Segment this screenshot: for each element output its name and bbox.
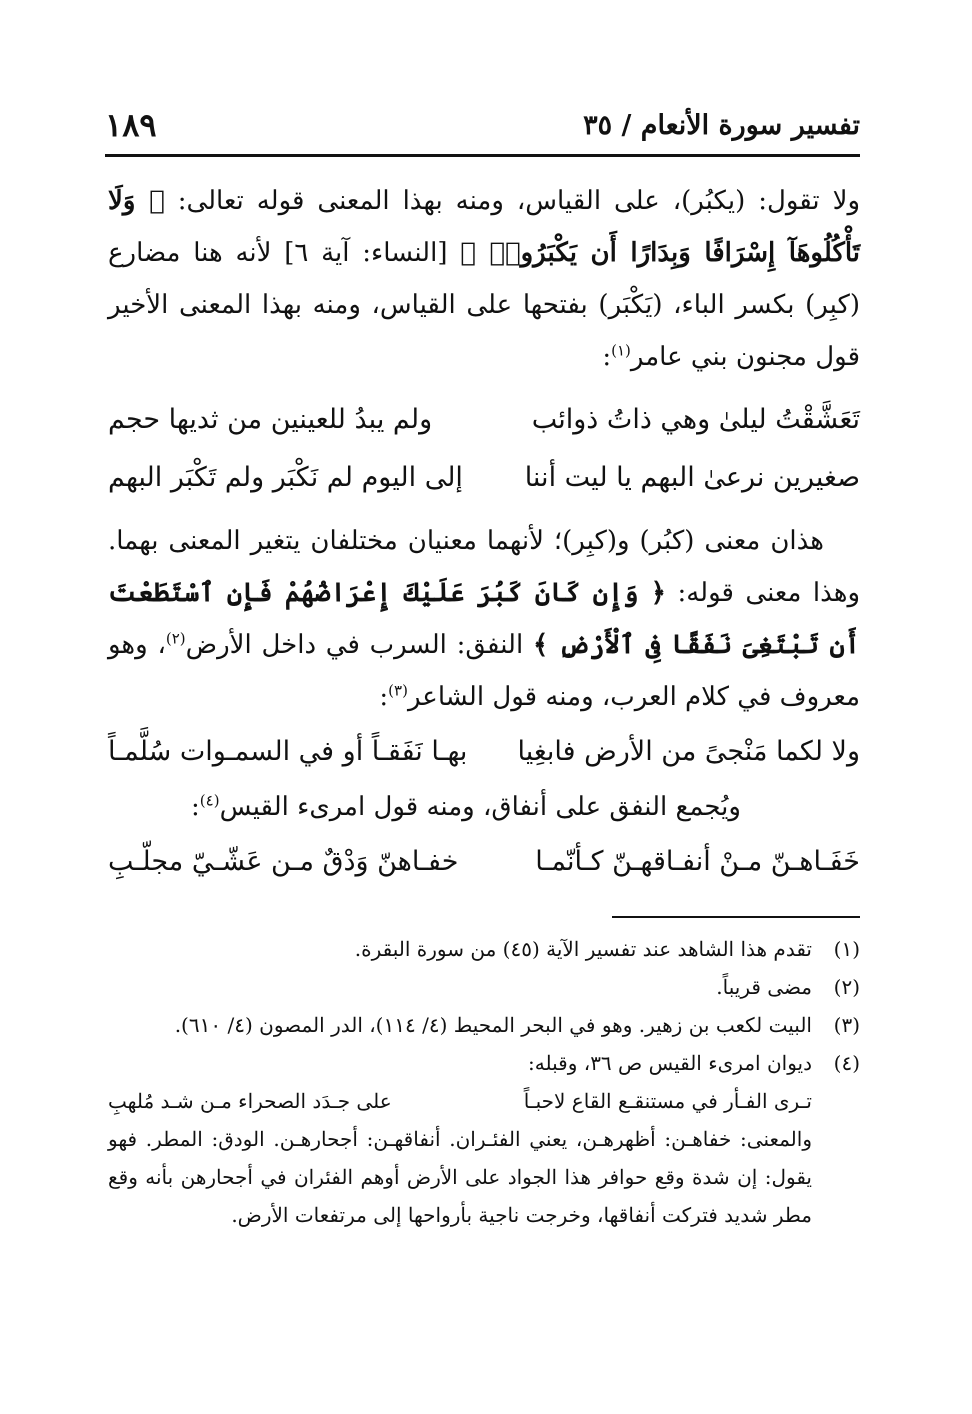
running-title: تفسير سورة الأنعام / ٣٥	[583, 110, 860, 141]
verse-line-3	[108, 723, 860, 781]
footnote-1	[108, 930, 860, 968]
header-rule	[105, 154, 860, 157]
verse-line-2	[108, 449, 860, 507]
footnote-4-explanation: والمعنى: خفاهـن: أظهرهـن، يعني الفئـران. أنفاقهـن: أجحارهـن. الودق: المطر. فهو يقول: إن شدة وقع حوافر هذا الجواد على الأرض أوهم الفئران في أجحارهن بأنه وقع مطر شديد فتركت أنفاقها، وخرجت ناجية بأرواحها إلى مرتفعات الأرض.	[108, 1127, 812, 1227]
verse-4-hemistich-a: خَفَـاهـنّ مـنْ أنفـاقهـنّ كـأنّمـا	[535, 846, 860, 877]
footnote-text: ديوان امرىء القيس ص ٣٦، وقبله:	[528, 1051, 812, 1075]
footnote-text: مضى قريباً.	[716, 975, 812, 999]
page-header	[105, 100, 860, 152]
verse-line-1	[108, 391, 860, 449]
paragraph-3-text: ويُجمع النفق على أنفاق، ومنه قول امرىء القيس	[219, 792, 741, 822]
footnote-2	[108, 968, 860, 1006]
footnote-verse	[108, 1082, 860, 1120]
verse-2-hemistich-b: إلى اليوم لم نَكْبَر ولم تَكْبَر البهم	[108, 462, 463, 493]
page-number: ١٨٩	[105, 106, 157, 144]
paragraph-2-gloss: النفق: السرب في داخل الأرض	[185, 630, 524, 660]
footnote-text: تقدم هذا الشاهد عند تفسير الآية (٤٥) من سورة البقرة.	[354, 937, 812, 961]
paragraph-3	[108, 781, 860, 833]
paragraph-1	[108, 175, 860, 383]
colon: :	[602, 342, 612, 372]
footnote-ref-4[interactable]: (٤)	[199, 791, 220, 810]
paragraph-2-text: هذان معنى (كبُر) و(كبِر)؛ لأنهما معنيان مختلفان يتغير المعنى بهما. وهذا معنى قوله:	[108, 526, 860, 608]
footnote-ref-1[interactable]: (١)	[611, 341, 631, 360]
footnote-number: (١)	[833, 937, 860, 961]
footnote-ref-3[interactable]: (٣)	[388, 681, 408, 700]
verse-2-hemistich-a: صغيرين نرعىٰ البهم يا ليت أننا	[524, 462, 860, 493]
quran-quote-1: ﴿ وَلَا تَأْكُلُوهَآ إِسْرَافًا وَبِدَارًا أَن يَكْبَرُوا۟ ﴾	[108, 186, 861, 268]
verse-4-hemistich-b: خفـاهنّ وَدْقٌ مـن عَشّـيّ مجلّـبِ	[108, 846, 459, 877]
paragraph-1-continuation: [النساء: آية ٦] لأنه هنا مضارع (كبِر) بكسر الباء، (يَكْبَر) بفتحها على القياس، ومنه بهذا المعنى الأخير قول مجنون بني عامر	[108, 238, 860, 372]
quran-quote-2: ﴿ وَإِن كَانَ كَبُرَ عَلَيْكَ إِعْرَاضُهُمْ فَإِنِ ٱسْتَطَعْتَ أَن تَبْتَغِىَ نَفَقًا فِى ٱلْأَرْضِ ﴾	[108, 578, 861, 660]
paragraph-2	[108, 515, 860, 723]
verse-3-hemistich-b: بهـا نَفَقـاً أو في السمـوات سُلَّمـاً	[108, 736, 468, 767]
footnote-ref-2[interactable]: (٢)	[165, 629, 186, 648]
verse-1-hemistich-a: تَعَشَّقْتُ ليلىٰ وهي ذاتُ ذوائب	[531, 404, 860, 435]
paragraph-1-text: ولا تقول: (يكبُر)، على القياس، ومنه بهذا المعنى قوله تعالى:	[177, 186, 861, 216]
paragraph-2-continuation: ، وهو معروف في كلام العرب، ومنه قول الشاعر	[108, 630, 860, 712]
footnote-verse-hemistich-b: على جـدَد الصحراء مـن شـد مُلهبِ	[108, 1089, 392, 1113]
verse-3-hemistich-a: ولا لكما مَنْجىً من الأرض فابغِيا	[517, 736, 860, 767]
footnote-separator	[612, 916, 860, 918]
colon: :	[379, 682, 389, 712]
colon: :	[191, 792, 200, 822]
footnotes	[108, 930, 860, 1234]
verse-line-4	[108, 833, 860, 891]
footnote-verse-hemistich-a: تـرى الفـأر في مستنقـع القاع لاحبـاً	[523, 1089, 812, 1113]
main-text	[108, 175, 860, 891]
footnote-3	[108, 1006, 860, 1044]
footnote-number: (٣)	[833, 1013, 860, 1037]
footnote-4	[108, 1044, 860, 1082]
verse-1-hemistich-b: ولم يبدُ للعينين من ثديها حجم	[108, 404, 433, 435]
footnote-text: البيت لكعب بن زهير. وهو في البحر المحيط (٤/ ١١٤)، الدر المصون (٤/ ٦١٠).	[174, 1013, 812, 1037]
footnote-number: (٤)	[833, 1051, 860, 1075]
footnote-number: (٢)	[833, 975, 860, 999]
